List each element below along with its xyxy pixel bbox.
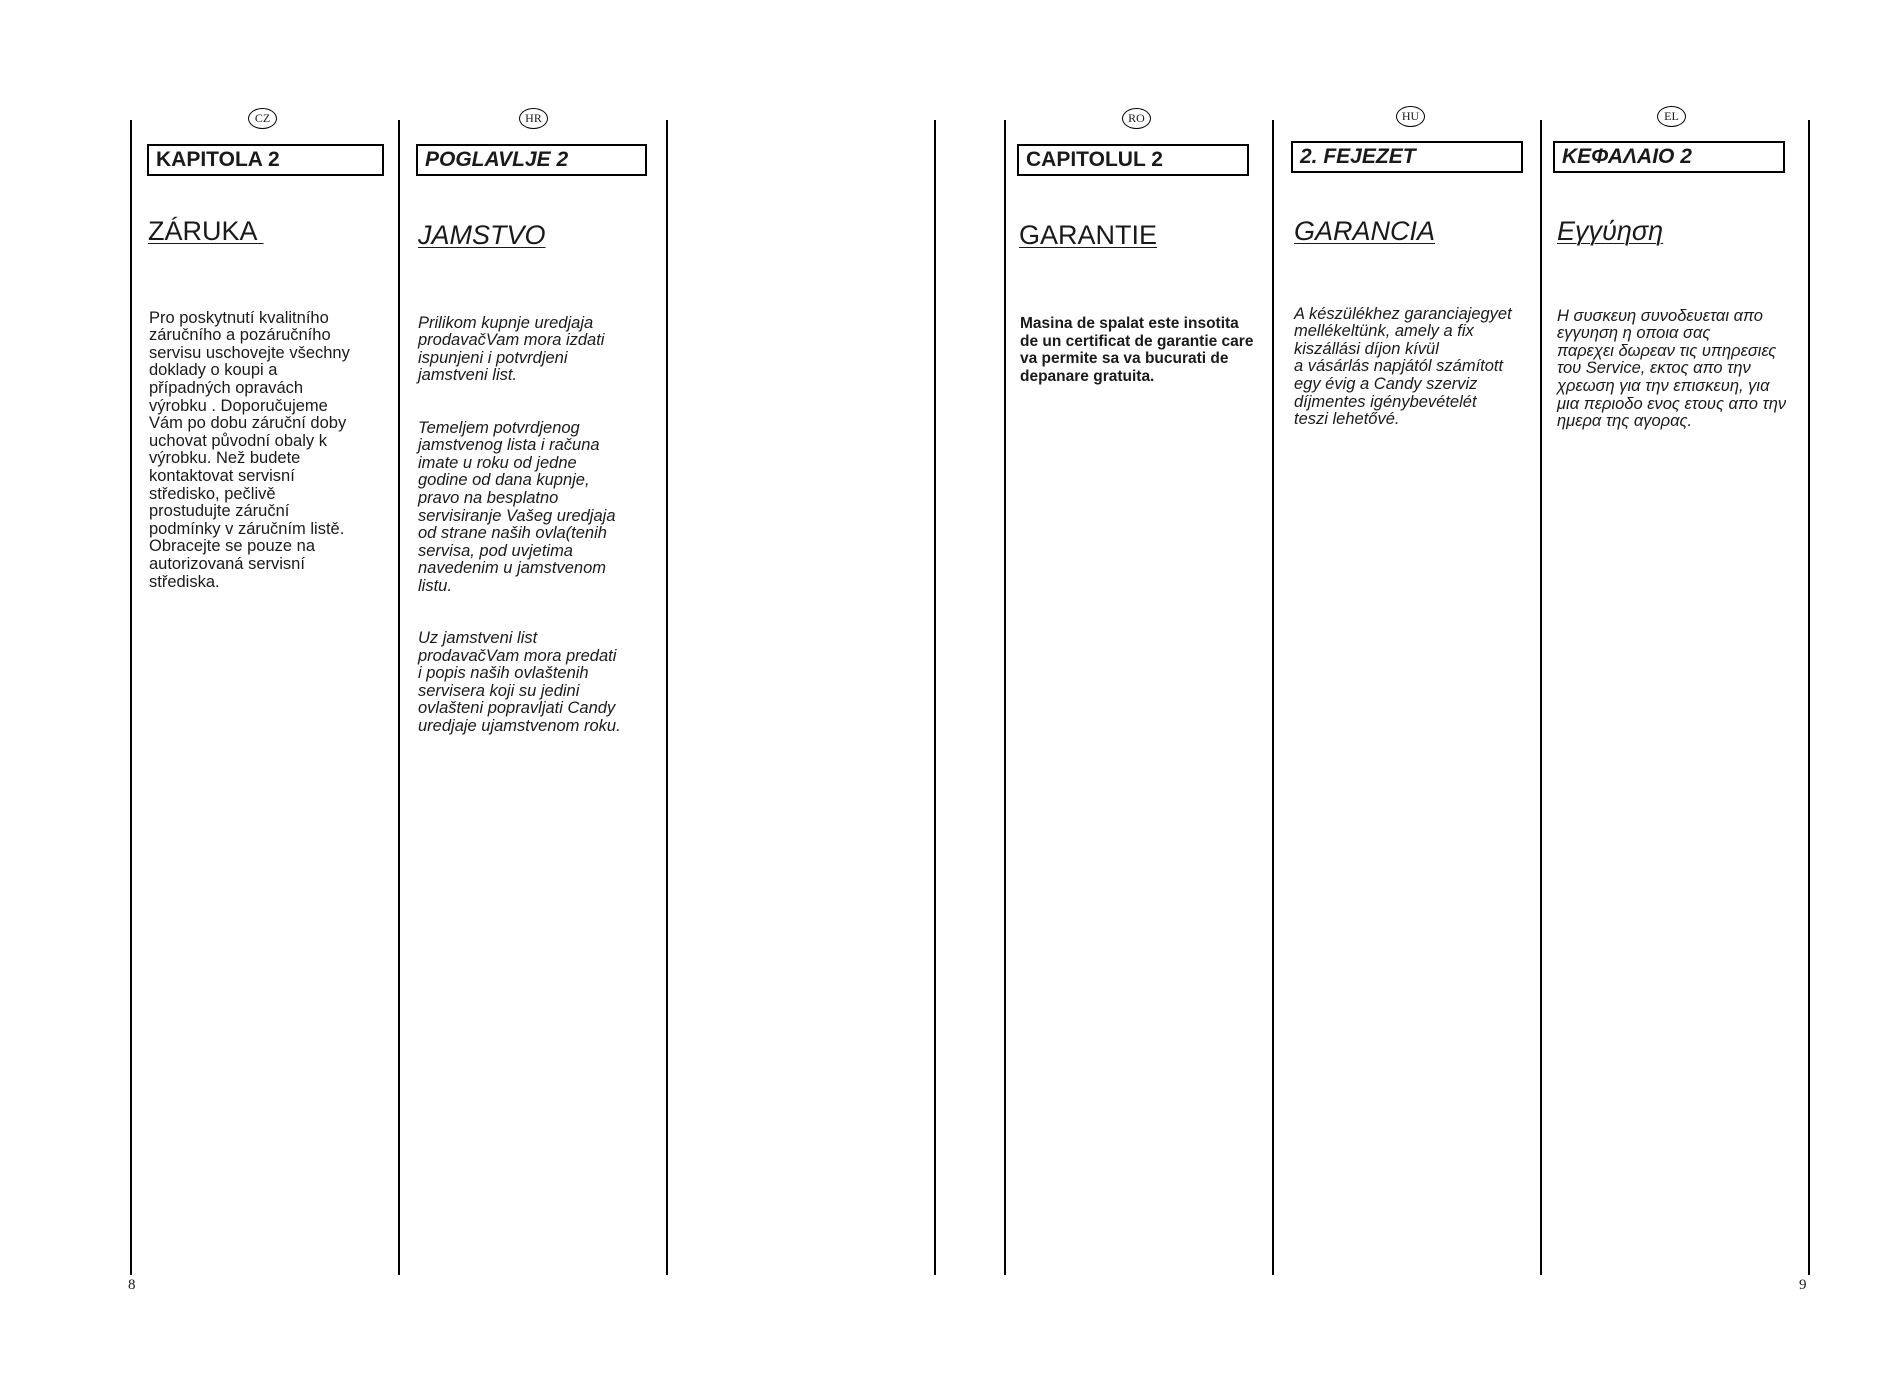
chapter-heading: POGLAVLJE 2: [416, 144, 647, 176]
body-text: [1557, 290, 1802, 465]
section-title: ZÁRUKA: [148, 216, 264, 246]
column-divider: [1808, 120, 1810, 1275]
language-badge: EL: [1657, 106, 1686, 127]
body-text: [149, 292, 389, 626]
column-divider: [1272, 120, 1274, 1275]
section-title: Εγγύηση: [1557, 216, 1664, 246]
language-badge: CZ: [248, 108, 277, 129]
language-badge: RO: [1122, 108, 1151, 129]
language-badge: HU: [1396, 106, 1425, 127]
body-paragraph: Masina de spalat este insotita de un certificat de garantie care va permite sa va bucurati de depanare gratuita.: [1020, 315, 1254, 385]
chapter-heading: KAPITOLA 2: [147, 144, 384, 176]
page-number-right: 9: [1799, 1277, 1807, 1293]
section-title: GARANCIA: [1294, 216, 1436, 246]
body-paragraph: Prilikom kupnje uredjaja prodavačVam mora izdati ispunjeni i potvrdjeni jamstveni list.: [418, 313, 605, 385]
column-divider: [934, 120, 936, 1275]
body-text: [418, 297, 658, 770]
column-divider: [1540, 120, 1542, 1275]
chapter-heading: 2. FEJEZET: [1291, 141, 1523, 173]
body-paragraph: Pro poskytnutí kvalitního záručního a pozáručního servisu uschovejte všechny doklady o koupi a případných opravách výrobku . Doporučujeme Vám po dobu záruční doby uchovat původní obaly k výrobku. Než budete kontaktovat servisní středisko, pečlivě prostudujte záruční podmínky v záručním listě. Obracejte se pouze na autorizovaná servisní střediska.: [149, 308, 350, 591]
section-title: GARANTIE: [1019, 220, 1158, 250]
chapter-heading: ΚΕΦΑΛΑΙΟ 2: [1553, 141, 1785, 173]
page-number-left: 8: [128, 1277, 136, 1293]
body-text: [1020, 298, 1260, 419]
body-paragraph: Uz jamstveni list prodavačVam mora predati i popis naših ovlaštenih servisera koji su jedini ovlašteni popravljati Candy uredjaje ujamstvenom roku.: [418, 629, 621, 736]
column-divider: [398, 120, 400, 1275]
column-divider: [1004, 120, 1006, 1275]
body-paragraph: Temeljem potvrdjenog jamstvenog lista i računa imate u roku od jedne godine od dana kupnje, pravo na besplatno servisiranje Vašeg uredjaja od strane naših ovla(tenih servisa, pod uvjetima navedenim u jamstvenom listu.: [418, 418, 616, 595]
language-badge: HR: [519, 108, 548, 129]
column-divider: [130, 120, 132, 1275]
body-paragraph: Η συσκευη συνοδευεται απο εγγυηση η οποια σας παρεχει δωρεαν τις υπηρεσιες του Service, εκτος απο την χρεωση για την επισκευη, για μια περιοδο ενος ετους απο την ημερα της αγορας.: [1557, 306, 1787, 431]
body-text: [1294, 288, 1534, 463]
body-paragraph: A készülékhez garanciajegyet mellékeltünk, amely a fix kiszállási díjon kívül a vásárlás napjától számított egy évig a Candy szerviz díjmentes igénybevételét teszi lehetővé.: [1294, 304, 1512, 429]
chapter-heading: CAPITOLUL 2: [1017, 144, 1249, 176]
section-title: JAMSTVO: [418, 220, 546, 250]
column-divider: [666, 120, 668, 1275]
